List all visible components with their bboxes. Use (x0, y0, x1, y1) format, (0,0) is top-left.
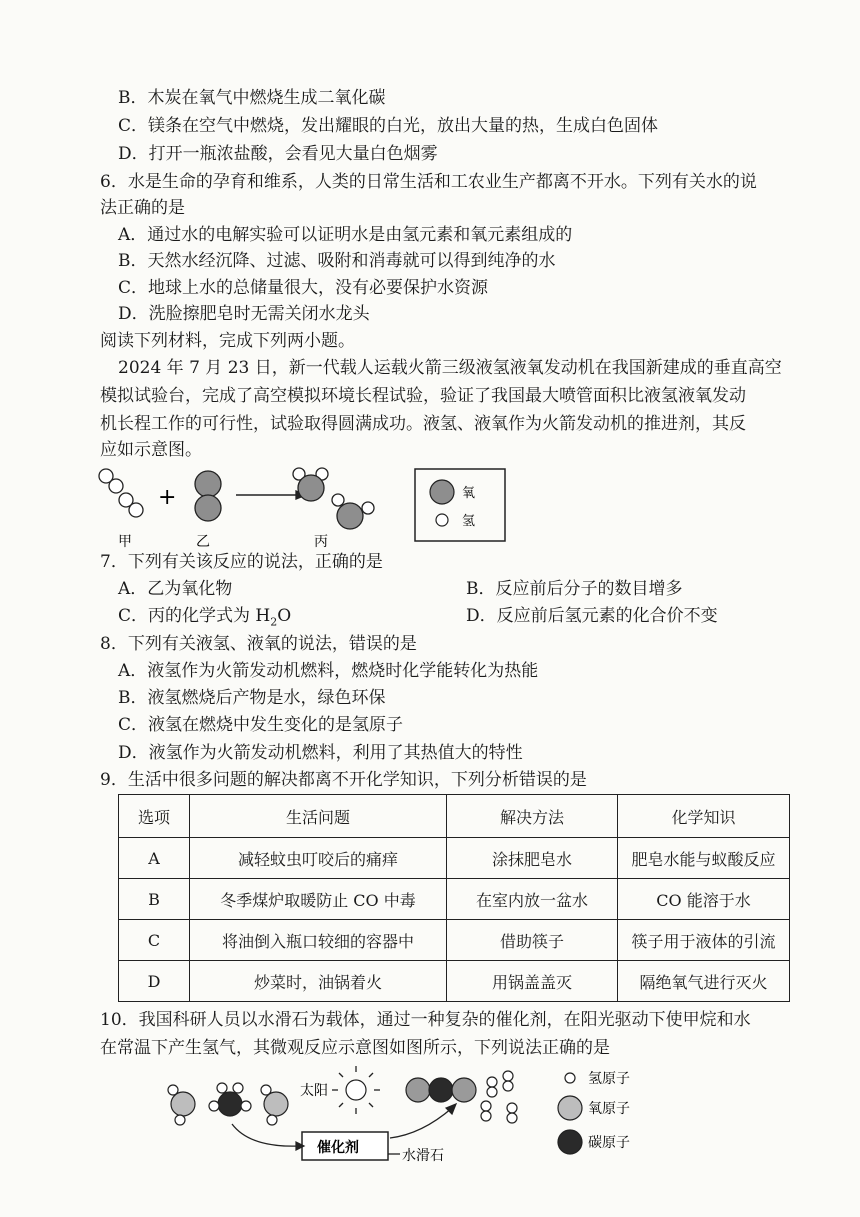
hydrogen-atom (267, 1115, 277, 1125)
q8-option-c: C．液氢在燃烧中发生变化的是氢原子 (118, 715, 404, 735)
hydrogen-legend-icon (436, 514, 448, 526)
table-header-row (119, 795, 790, 838)
hydrogen-atom (175, 1115, 185, 1125)
q8-option-a: A．液氢作为火箭发动机燃料，燃烧时化学能转化为热能 (118, 661, 539, 681)
hydrogen-atom (217, 1083, 227, 1093)
oxygen-legend-icon (430, 480, 454, 504)
reading-line4: 应如示意图。 (100, 440, 202, 460)
hydrogen-legend-icon (565, 1073, 575, 1083)
legend-box-1 (414, 468, 506, 542)
hydrogen-atom (209, 1101, 219, 1111)
table-cell: 减轻蚊虫叮咬后的痛痒 (190, 838, 447, 879)
carbon-legend-icon (558, 1130, 582, 1154)
q6-option-b: B．天然水经沉降、过滤、吸附和消毒就可以得到纯净的水 (118, 251, 556, 271)
q9-table (118, 794, 790, 1002)
hydrogen-atom (487, 1077, 497, 1087)
table-cell: B (119, 879, 190, 920)
table-cell: 涂抹肥皂水 (447, 838, 618, 879)
legend-hydrogen: 氢 (462, 514, 476, 529)
q6-option-d: D．洗脸擦肥皂时无需关闭水龙头 (118, 304, 370, 324)
oxygen-atom (298, 475, 324, 501)
table-cell: 借助筷子 (447, 920, 618, 961)
q6-stem-line1: 6．水是生命的孕育和维系，人类的日常生活和工农业生产都离不开水。下列有关水的说 (100, 172, 757, 192)
hydrogen-atom (233, 1083, 243, 1093)
table-cell: CO 能溶于水 (618, 879, 790, 920)
hydrogen-atom (487, 1087, 497, 1097)
hydrogen-atom (261, 1085, 271, 1095)
hydrogen-atom (507, 1103, 517, 1113)
table-row (119, 920, 790, 961)
hydrogen-atom (332, 494, 344, 506)
table-cell: 肥皂水能与蚁酸反应 (618, 838, 790, 879)
q10-stem-line1: 10．我国科研人员以水滑石为载体，通过一种复杂的催化剂，在阳光驱动下使甲烷和水 (100, 1010, 751, 1030)
oxygen-atom (195, 495, 221, 521)
header-option: 选项 (119, 795, 190, 838)
reading-intro: 阅读下列材料，完成下列两小题。 (100, 331, 355, 351)
label-yi: 乙 (196, 534, 210, 550)
hydrogen-atom (503, 1081, 513, 1091)
q7-option-d: D．反应前后氢元素的化合价不变 (466, 606, 718, 626)
table-cell: 隔绝氧气进行灭火 (618, 961, 790, 1002)
table-cell: D (119, 961, 190, 1002)
hydrogen-atom (129, 503, 143, 517)
q8-option-b: B．液氢燃烧后产物是水，绿色环保 (118, 688, 386, 708)
q7-option-b: B．反应前后分子的数目增多 (466, 579, 683, 599)
legend-oxygen: 氧 (462, 486, 476, 501)
header-solution: 解决方法 (447, 795, 618, 838)
hydrogen-atom (481, 1111, 491, 1121)
legend-c-label: 碳原子 (588, 1135, 630, 1151)
table-cell: 筷子用于液体的引流 (618, 920, 790, 961)
q9-stem: 9．生活中很多问题的解决都离不开化学知识，下列分析错误的是 (100, 770, 587, 790)
q10-stem-line2: 在常温下产生氢气，其微观反应示意图如图所示，下列说法正确的是 (100, 1038, 610, 1058)
legend-h-label: 氢原子 (588, 1071, 630, 1087)
reading-line1: 2024 年 7 月 23 日，新一代载人运载火箭三级液氢液氧发动机在我国新建成的垂直高空 (118, 358, 782, 378)
hydrogen-atom (503, 1071, 513, 1081)
table-cell: 将油倒入瓶口较细的容器中 (190, 920, 447, 961)
reading-line3: 机长程工作的可行性，试验取得圆满成功。液氢、液氧作为火箭发动机的推进剂，其反 (100, 414, 746, 434)
hydrogen-atom (168, 1085, 178, 1095)
plus-sign: + (158, 485, 177, 510)
oxygen-atom (195, 471, 221, 497)
table-row (119, 961, 790, 1002)
reaction-diagram-2 (160, 1064, 680, 1174)
hydrogen-atom (481, 1101, 491, 1111)
carbon-atom (429, 1078, 453, 1102)
q5-option-c: C．镁条在空气中燃烧，发出耀眼的白光，放出大量的热，生成白色固体 (118, 116, 659, 136)
q5-option-d: D．打开一瓶浓盐酸，会看见大量白色烟雾 (118, 144, 438, 164)
catalyst-label: 催化剂 (317, 1140, 359, 1156)
q5-option-b: B．木炭在氧气中燃烧生成二氧化碳 (118, 88, 386, 108)
oxygen-atom (452, 1078, 476, 1102)
oxygen-atom (264, 1092, 288, 1116)
reading-line2: 模拟试验台，完成了高空模拟环境长程试验，验证了我国最大喷管面积比液氢液氧发动 (100, 386, 746, 406)
table-cell: 炒菜时，油锅着火 (190, 961, 447, 1002)
table-row (119, 838, 790, 879)
q6-option-a: A．通过水的电解实验可以证明水是由氢元素和氧元素组成的 (118, 225, 573, 245)
q7-option-a: A．乙为氧化物 (118, 579, 233, 599)
oxygen-atom (337, 503, 363, 529)
q8-stem: 8．下列有关液氢、液氧的说法，错误的是 (100, 634, 417, 654)
table-cell: 冬季煤炉取暖防止 CO 中毒 (190, 879, 447, 920)
sun-icon (346, 1080, 366, 1100)
q8-option-d: D．液氢作为火箭发动机燃料，利用了其热值大的特性 (118, 743, 523, 763)
q7-option-c: C．丙的化学式为 $H_2O$ (118, 606, 292, 629)
support-label: 水滑石 (402, 1148, 444, 1164)
table-cell: 用锅盖盖灭 (447, 961, 618, 1002)
table-row (119, 879, 790, 920)
label-bing: 丙 (314, 534, 328, 550)
legend-o-label: 氧原子 (588, 1101, 630, 1117)
hydrogen-atom (241, 1101, 251, 1111)
label-jia: 甲 (118, 534, 132, 550)
q7-stem: 7．下列有关该反应的说法，正确的是 (100, 552, 383, 572)
oxygen-atom (171, 1092, 195, 1116)
table-cell: C (119, 920, 190, 961)
sun-label: 太阳 (300, 1083, 328, 1099)
hydrogen-atom (109, 479, 123, 493)
hydrogen-atom (507, 1113, 517, 1123)
carbon-atom (218, 1092, 242, 1116)
header-life-problem: 生活问题 (190, 795, 447, 838)
table-cell: A (119, 838, 190, 879)
q6-option-c: C．地球上水的总储量很大，没有必要保护水资源 (118, 278, 489, 298)
header-chem-knowledge: 化学知识 (618, 795, 790, 838)
table-cell: 在室内放一盆水 (447, 879, 618, 920)
oxygen-legend-icon (558, 1096, 582, 1120)
hydrogen-atom (362, 502, 374, 514)
oxygen-atom (406, 1078, 430, 1102)
q6-stem-line2: 法正确的是 (100, 198, 185, 218)
